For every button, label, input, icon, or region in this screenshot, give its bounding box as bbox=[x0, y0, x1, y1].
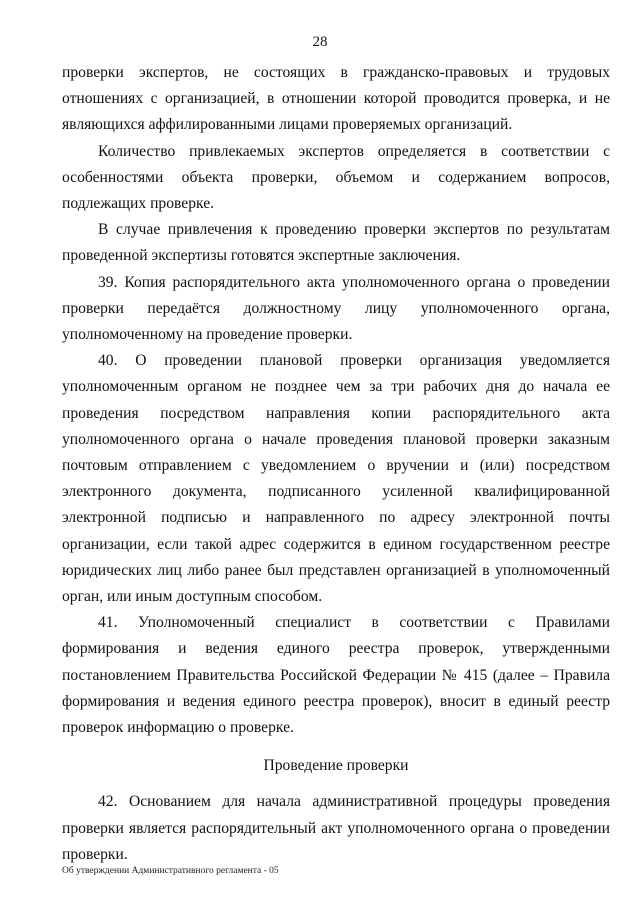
paragraph-item-42: 42. Основанием для начала административной процедуры проведения проверки является распорядительный акт уполномоченного органа о проведении проверки. bbox=[62, 793, 610, 863]
page-number: 28 bbox=[312, 34, 328, 50]
paragraph-item-40: 40. О проведении плановой проверки организация уведомляется уполномоченным органом не позднее чем за три рабочих дня до начала ее проведения посредством направления копии распорядительного акта уполномоченного органа о начале проведения плановой проверки заказным почтовым отправлением с уведомлением о вручении и (или) посредством электронного документа, подписанного усиленной квалифицированной электронной подписью и направленного по адресу электронной почты организации, если такой адрес содержится в едином государственном реестре юридических лиц либо ранее был представлен организацией в уполномоченный орган, или иным доступным способом. bbox=[62, 352, 610, 606]
footer-note: Об утверждении Административного регламента - 05 bbox=[62, 866, 279, 876]
paragraph-item-39: 39. Копия распорядительного акта уполномоченного органа о проведении проверки передаётся должностному лицу уполномоченного органа, уполномоченному на проведение проверки. bbox=[62, 273, 610, 344]
paragraph-continuation: проверки экспертов, не состоящих в гражданско-правовых и трудовых отношениях с организацией, в отношении которой проводится проверка, и не являющихся аффилированными лицами проверяемых организаций. bbox=[62, 64, 610, 134]
paragraph-experts-count: Количество привлекаемых экспертов определяется в соответствии с особенностями объекта проверки, объемом и содержанием вопросов, подлежащих проверке. bbox=[62, 142, 610, 213]
paragraph-expert-conclusions: В случае привлечения к проведению проверки экспертов по результатам проведенной экспертизы готовятся экспертные заключения. bbox=[62, 221, 610, 265]
section-heading: Проведение проверки bbox=[263, 757, 409, 775]
paragraph-item-41: 41. Уполномоченный специалист в соответствии с Правилами формирования и ведения единого реестра проверок, утвержденными постановлением Правительства Российской Федерации № 415 (далее – Правила формирования и ведения единого реестра проверок), вносит в единый реестр проверок информацию о проверке. bbox=[62, 614, 610, 737]
document-body bbox=[62, 60, 610, 868]
